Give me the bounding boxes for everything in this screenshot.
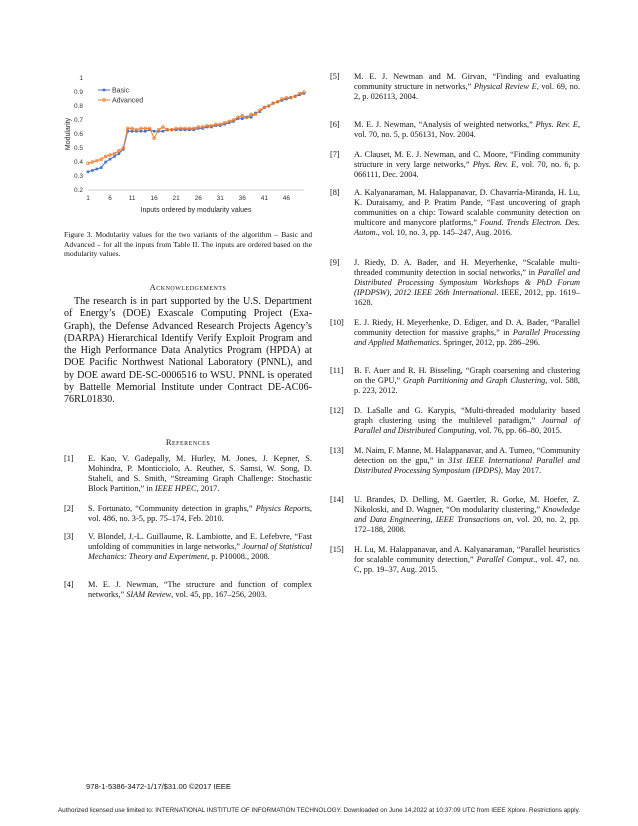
reference-item: [9] J. Riedy, D. A. Bader, and H. Meyerhenke, “Scalable multi-threaded community detection in social networks,” in Parallel and Distributed Processing Symposium Workshops & PhD Forum (IPDPSW), 2012 IEEE 26th International. IEEE, 2012, pp. 1619–1628. [330, 258, 581, 308]
x-tick-label: 26 [194, 195, 202, 202]
y-tick-label: 0.8 [73, 103, 83, 110]
reference-item: [5] M. E. J. Newman and M. Girvan, “Finding and evaluating community structure in networks,” Physical Review E, vol. 69, no. 2, p. 026113, 2004. [330, 72, 580, 102]
legend-marker [103, 89, 106, 92]
reference-number: [14] [330, 495, 344, 504]
reference-number: [9] [330, 258, 340, 267]
reference-item: [10] E. J. Riedy, H. Meyerhenke, D. Ediger, and D. A. Bader, “Parallel community detection for massive graphs,” in Parallel Processing and Applied Mathematics. Springer, 2012, pp. 286–296. [330, 318, 581, 348]
reference-item: [12] D. LaSalle and G. Karypis, “Multi-threaded modularity based graph clustering using the multilevel paradigm,” Journal of Parallel and Distributed Computing, vol. 76, pp. 66–80, 2015. [330, 406, 580, 436]
license-notice: Authorized licensed use limited to: INTERNATIONAL INSTITUTE OF INFORMATION TECHNOLOGY. Downloaded on June 14,2022 at 10:37:09 UTC from IEEE Xplore. Restrictions apply. [57, 807, 581, 814]
x-tick-label: 31 [216, 195, 224, 202]
y-tick-label: 0.6 [73, 131, 83, 138]
x-axis-title: Inputs ordered by modularity values [140, 207, 252, 214]
x-tick-label: 16 [150, 195, 158, 202]
reference-item: [3] V. Blondel, J.-L. Guillaume, R. Lambiotte, and E. Lefebvre, “Fast unfolding of communities in large networks,” Journal of Statistical Mechanics: Theory and Experiment, p. P10008., 2008. [64, 532, 312, 562]
reference-item: [14] U. Brandes, D. Delling, M. Gaertler, R. Gorke, M. Hoefer, Z. Nikoloski, and D. Wagner, “On modularity clustering,” Knowledge and Data Engineering, IEEE Transactions on, vol. 20, no. 2, pp. 172–188, 2008. [330, 495, 580, 535]
y-tick-label: 0.7 [73, 117, 83, 124]
data-point-basic [153, 130, 156, 133]
y-tick-label: 0.9 [73, 89, 83, 96]
series-line-basic [88, 93, 304, 171]
reference-number: [11] [330, 366, 344, 375]
modularity-chart [64, 64, 314, 224]
y-tick-label: 0.3 [73, 173, 83, 180]
reference-number: [15] [330, 545, 344, 554]
x-tick-label: 46 [282, 195, 290, 202]
reference-number: [10] [330, 318, 344, 327]
data-point-basic [104, 161, 107, 164]
data-point-basic [162, 130, 165, 133]
reference-number: [1] [64, 454, 74, 463]
y-axis-title: Modularity [65, 117, 72, 151]
legend-label: Advanced [112, 97, 144, 105]
data-point-basic [118, 152, 121, 155]
data-point-basic [241, 117, 244, 120]
reference-number: [3] [64, 532, 74, 541]
reference-number: [2] [64, 504, 74, 513]
reference-item: [15] H. Lu, M. Halappanavar, and A. Kalyanaraman, “Parallel heuristics for scalable community detection,” Parallel Comput., vol. 47, no. C, pp. 19–37, Aug. 2015. [330, 545, 580, 575]
data-point-basic [140, 130, 143, 133]
data-point-basic [100, 166, 103, 169]
reference-item: [6] M. E. J. Newman, “Analysis of weighted networks,” Phys. Rev. E, vol. 70, no. 5, p. 056131, Nov. 2004. [330, 120, 581, 140]
data-point-basic [250, 116, 253, 119]
reference-number: [7] [330, 150, 340, 159]
reference-number: [13] [330, 446, 344, 455]
data-point-basic [109, 158, 112, 161]
data-point-basic [91, 169, 94, 172]
x-tick-label: 36 [238, 195, 246, 202]
data-point-basic [144, 130, 147, 133]
x-tick-label: 21 [172, 195, 180, 202]
legend-label: Basic [112, 87, 130, 95]
reference-item: [7] A. Clauset, M. E. J. Newman, and C. Moore, “Finding community structure in very large networks,” Phys. Rev. E, vol. 70, no. 6, p. 066111, Dec. 2004. [330, 150, 581, 180]
y-tick-label: 1 [79, 75, 83, 82]
reference-item: [1] E. Kao, V. Gadepally, M. Hurley, M. Jones, J. Kepner, S. Mohindra, P. Monticciolo, A. Reuther, S. Samsi, W. Song, D. Staheli, and S. Smith, “Streaming Graph Challenge: Stochastic Block Partition,” in IEEE HPEC, 2017. [64, 454, 312, 494]
data-point-basic [113, 155, 116, 158]
x-tick-label: 1 [86, 195, 90, 202]
x-tick-label: 41 [260, 195, 268, 202]
reference-number: [5] [330, 72, 340, 81]
references-heading: References [165, 437, 211, 447]
data-point-basic [131, 130, 134, 133]
acknowledgements-body: The research is in part supported by the U.S. Department of Energy’s (DOE) Exascale Computing Project (Exa-Graph), the Defense Advanced Research Projects Agency’s (DARPA) Hierarchical Identify Verify Exploit Program and the High Performance Data Analytics Program (HPDA) at DOE Pacific Northwest National Laboratory (PNNL), and by DOE award DE-SC-0006516 to WSU. PNNL is operated by Battelle Memorial Institute under Contract DE-AC06-76RL01830. [64, 296, 312, 406]
reference-item: [4] M. E. J. Newman, “The structure and function of complex networks,” SIAM Review, vol. 45, pp. 167–256, 2003. [64, 580, 312, 600]
y-tick-label: 0.2 [73, 187, 83, 194]
acknowledgements-heading: Acknowledgements [149, 282, 227, 292]
y-tick-label: 0.4 [73, 159, 83, 166]
x-tick-label: 6 [108, 195, 112, 202]
x-tick-label: 11 [128, 195, 136, 202]
reference-item: [8] A. Kalyanaraman, M. Halappanavar, D. Chavarría-Miranda, H. Lu, K. Duraisamy, and P. Pratim Pande, “Fast uncovering of graph communities on a chip: Toward scalable community detection on multicore and manycore platforms,” Found. Trends Electron. Des. Autom., vol. 10, no. 3, pp. 145–247, Aug. 2016. [330, 188, 580, 238]
reference-number: [6] [330, 120, 340, 129]
reference-number: [8] [330, 188, 340, 197]
figure-caption: Figure 3. Modularity values for the two variants of the algorithm – Basic and Advanced – for all the inputs from Table II. The inputs are ordered based on the modularity values. [64, 230, 312, 259]
copyright-notice: 978-1-5386-3472-1/17/$31.00 ©2017 IEEE [86, 782, 231, 791]
reference-item: [13] M. Naim, F. Manne, M. Halappanavar, and A. Tumeo, “Community detection on the gpu,” in 31st IEEE International Parallel and Distributed Processing Symposium (IPDPS), May 2017. [330, 446, 580, 476]
y-tick-label: 0.5 [73, 145, 83, 152]
reference-item: [2] S. Fortunato, “Community detection in graphs,” Physics Reports, vol. 486, no. 3-5, pp. 75–174, Feb. 2010. [64, 504, 312, 524]
data-point-basic [96, 168, 99, 171]
reference-number: [4] [64, 580, 74, 589]
reference-item: [11] B. F. Auer and R. H. Bisseling, “Graph coarsening and clustering on the GPU,” Graph Partitioning and Graph Clustering, vol. 588, p. 223, 2012. [330, 366, 580, 396]
reference-number: [12] [330, 406, 344, 415]
data-point-basic [87, 171, 90, 174]
